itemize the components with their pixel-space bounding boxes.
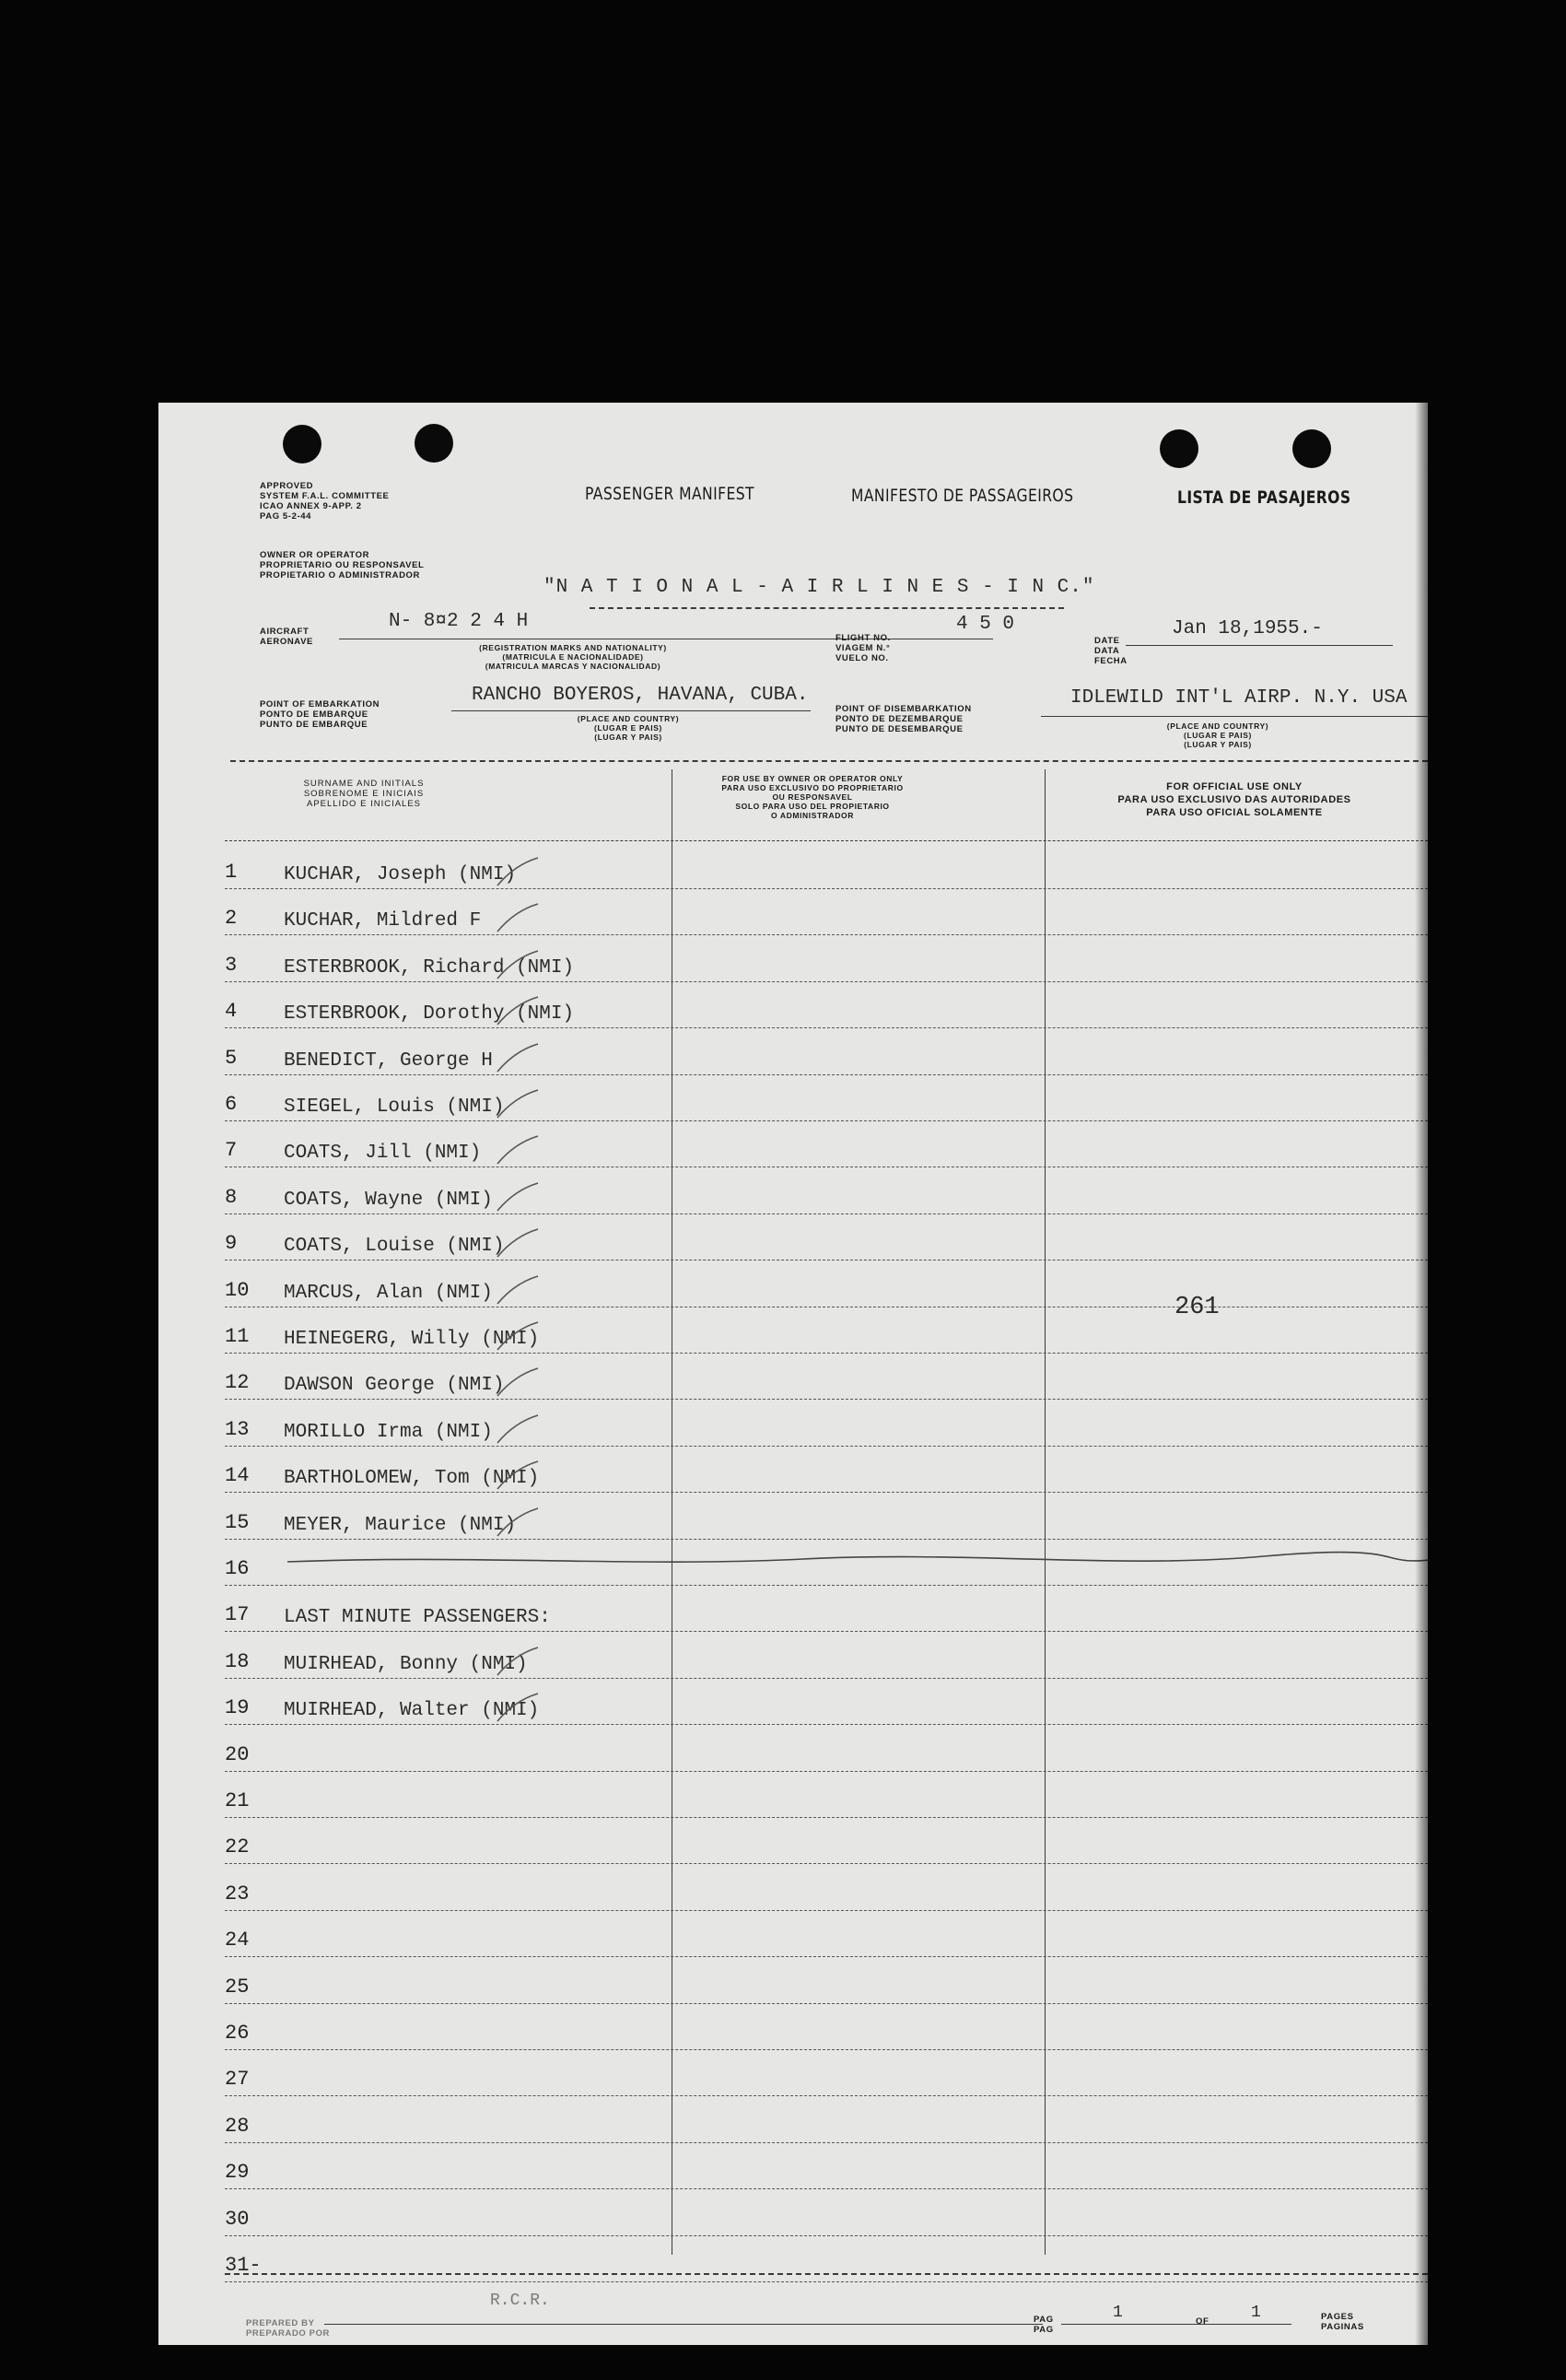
owner-label [260,550,424,580]
row-number: 9 [225,1232,238,1256]
check-mark-icon [494,1274,540,1306]
registration-caption-line: (MATRICULA E NACIONALIDADE) [502,652,644,662]
passenger-name: MUIRHEAD, Bonny (NMI) [284,1653,528,1675]
header-name-line: SURNAME AND INITIALS [303,779,425,789]
of-label: OF [1196,2316,1210,2327]
passenger-name: LAST MINUTE PASSENGERS: [284,1607,551,1629]
check-mark-icon [494,1366,540,1398]
table-top-rule [230,760,1428,762]
prepared-label-line: PREPARED BY [246,2318,315,2328]
header-name-line: SOBRENOME E INICIAIS [303,789,425,799]
table-row [225,1261,1428,1307]
row-number: 25 [225,1975,250,1999]
passenger-name: COATS, Jill (NMI) [284,1143,482,1165]
flight-label-line: FLIGHT NO. [836,633,891,643]
aircraft-label-line: AERONAVE [260,637,313,647]
table-row [225,2190,1428,2236]
prepared-underline [324,2324,1043,2325]
passenger-name: COATS, Wayne (NMI) [284,1189,493,1211]
table-row [225,2143,1428,2189]
aircraft-label [260,627,313,647]
row-number: 18 [225,1649,250,1673]
header-bottom-rule [225,840,1428,841]
owner-label-line: PROPRIETARIO OU RESPONSAVEL [260,560,425,570]
table-row [225,1818,1428,1864]
check-mark-icon [494,1088,540,1120]
table-row [225,1354,1428,1400]
header-owner-use-line: SOLO PARA USO DEL PROPIETARIO [735,802,890,811]
row-number: 11 [225,1325,250,1348]
row-number: 28 [225,2114,250,2138]
disembarkation-label-line: PONTO DE DEZEMBARQUE [836,714,964,724]
punch-hole [1160,429,1198,468]
prepared-value: R.C.R. [490,2292,550,2310]
disembarkation-value: IDLEWILD INT'L AIRP. N.Y. USA [1070,687,1408,709]
table-row [225,1121,1428,1167]
date-value: Jan 18,1955.- [1172,618,1323,639]
table-row [225,1075,1428,1121]
approval-line: PAG 5-2-44 [260,511,311,522]
check-mark-icon [494,1413,540,1445]
header-owner-use-line: OU RESPONSAVEL [772,792,853,802]
row-number: 12 [225,1371,250,1395]
strike-line [287,1545,1428,1573]
row-number: 5 [225,1046,238,1070]
row-number: 16 [225,1557,250,1580]
punch-hole [283,425,321,463]
embarkation-value: RANCHO BOYEROS, HAVANA, CUBA. [472,685,809,706]
owner-label-line: OWNER OR OPERATOR [260,550,370,560]
check-mark-icon [494,995,540,1026]
embarkation-underline [451,710,811,711]
header-official-use-line: PARA USO EXCLUSIVO DAS AUTORIDADES [1117,794,1351,805]
check-mark-icon [494,1227,540,1259]
disembarkation-label-line: PUNTO DE DESEMBARQUE [836,724,964,734]
flight-value: 4 5 0 [956,614,1015,635]
table-row [225,1494,1428,1540]
table-row [225,982,1428,1028]
official-note: 261 [1174,1294,1220,1321]
header-official-use-line: FOR OFFICIAL USE ONLY [1166,781,1303,792]
passenger-name: MEYER, Maurice (NMI) [284,1514,517,1536]
prepared-label-line: PREPARADO POR [246,2328,331,2339]
page-value: 1 [1113,2304,1123,2322]
table-row [225,1447,1428,1493]
check-mark-icon [494,1507,540,1538]
row-number: 29 [225,2161,250,2185]
row-number: 4 [225,1000,238,1024]
passenger-name: ESTERBROOK, Dorothy (NMI) [284,1003,575,1026]
row-number: 20 [225,1742,250,1766]
row-rule [225,2281,1428,2282]
prepared-label [246,2318,330,2339]
header-official-use-line: PARA USO OFICIAL SOLAMENTE [1146,807,1323,818]
row-number: 27 [225,2068,250,2092]
table-row [225,1586,1428,1632]
approval-line: APPROVED [260,481,314,491]
embarkation-label-line: POINT OF EMBARKATION [260,699,380,709]
page-label-line: PAG [1034,2315,1054,2325]
table-row [225,1679,1428,1725]
passenger-name: BARTHOLOMEW, Tom (NMI) [284,1468,540,1490]
page-label [1034,2315,1054,2335]
header-name-column [230,779,497,809]
embarkation-label [260,699,380,730]
punch-hole [415,424,453,463]
header-official-use [1069,780,1400,819]
row-number: 2 [225,907,238,931]
approval-line: SYSTEM F.A.L. COMMITTEE [260,491,390,501]
header-name-line: APELLIDO E INICIALES [306,799,421,809]
row-number: 15 [225,1510,250,1534]
pages-label-line: PAGINAS [1321,2322,1364,2332]
registration-caption-line: (MATRICULA MARCAS Y NACIONALIDAD) [485,662,661,671]
check-mark-icon [494,1320,540,1352]
check-mark-icon [494,1692,540,1723]
table-row [225,1168,1428,1214]
row-number: 6 [225,1093,238,1116]
passenger-name: KUCHAR, Mildred F [284,910,482,932]
aircraft-value: N- 8¤2 2 4 H [389,611,529,632]
footer-top-rule [225,2273,1428,2275]
passenger-name: MORILLO Irma (NMI) [284,1421,493,1443]
disembarkation-caption-line: (LUGAR Y PAIS) [1184,740,1252,749]
table-row [225,1307,1428,1354]
check-mark-icon [494,1646,540,1677]
check-mark-icon [494,1181,540,1213]
table-row [225,1726,1428,1772]
check-mark-icon [494,1134,540,1166]
header-owner-use-line: FOR USE BY OWNER OR OPERATOR ONLY [721,774,904,783]
title-portuguese: MANIFESTO DE PASSAGEIROS [851,486,1074,506]
embarkation-label-line: PUNTO DE EMBARQUE [260,720,368,730]
disembarkation-label [836,704,972,734]
row-number: 30 [225,2207,250,2231]
aircraft-label-line: AIRCRAFT [260,627,310,637]
row-number: 10 [225,1278,250,1302]
table-row [225,1214,1428,1260]
table-row [225,889,1428,935]
passenger-name: DAWSON George (NMI) [284,1375,505,1397]
table-row [225,1958,1428,2004]
title-spanish: LISTA DE PASAJEROS [1177,487,1351,508]
table-row [225,843,1428,889]
check-mark-icon [494,1460,540,1491]
header-owner-use [674,774,951,820]
approval-block [260,481,389,522]
owner-label-line: PROPIETARIO O ADMINISTRADOR [260,570,421,580]
passenger-name: HEINEGERG, Willy (NMI) [284,1329,540,1350]
row-number: 19 [225,1696,250,1720]
row-number: 3 [225,953,238,977]
row-number: 21 [225,1789,250,1812]
title-english: PASSENGER MANIFEST [585,484,754,504]
date-label-line: DATA [1094,646,1120,656]
row-number: 7 [225,1139,238,1163]
manifest-sheet [158,403,1428,2345]
row-number: 8 [225,1185,238,1209]
pages-label-line: PAGES [1321,2312,1354,2322]
table-row [225,2097,1428,2143]
date-label [1094,636,1128,666]
table-row [225,1772,1428,1818]
punch-hole [1292,429,1331,468]
row-number: 13 [225,1417,250,1441]
passenger-name: BENEDICT, George H [284,1049,493,1072]
table-row [225,1911,1428,1957]
check-mark-icon [494,856,540,887]
embarkation-label-line: PONTO DE EMBARQUE [260,709,368,720]
approval-line: ICAO ANNEX 9-APP. 2 [260,501,362,511]
date-label-line: FECHA [1094,656,1128,666]
embarkation-caption-line: (LUGAR E PAIS) [594,723,662,733]
passenger-name: MUIRHEAD, Walter (NMI) [284,1700,540,1722]
header-owner-use-line: O ADMINISTRADOR [771,811,854,820]
registration-caption-line: (REGISTRATION MARKS AND NATIONALITY) [479,643,667,652]
check-mark-icon [494,949,540,980]
row-number: 31- [225,2254,262,2277]
table-row [225,1633,1428,1679]
passenger-name: COATS, Louise (NMI) [284,1236,505,1258]
owner-value: "N A T I O N A L - A I R L I N E S - I N C." [543,577,1095,598]
row-number: 1 [225,861,238,884]
of-value: 1 [1251,2304,1261,2322]
disembarkation-caption-line: (LUGAR E PAIS) [1184,731,1252,740]
passenger-name: ESTERBROOK, Richard (NMI) [284,956,575,979]
table-row [225,1029,1428,1075]
embarkation-caption-line: (PLACE AND COUNTRY) [577,714,680,723]
table-row [225,936,1428,982]
date-underline [1126,645,1393,646]
passenger-name: MARCUS, Alan (NMI) [284,1282,493,1304]
table-row [225,2004,1428,2050]
flight-label [836,633,891,663]
row-number: 24 [225,1929,250,1952]
registration-caption [435,643,711,671]
passenger-name: KUCHAR, Joseph (NMI) [284,864,517,885]
page-underline [1061,2324,1291,2325]
passenger-name: SIEGEL, Louis (NMI) [284,1096,505,1118]
embarkation-caption-line: (LUGAR Y PAIS) [594,733,662,742]
row-number: 26 [225,2022,250,2045]
row-number: 14 [225,1464,250,1488]
disembarkation-underline [1041,716,1428,717]
page-label-line: PAG [1034,2325,1054,2335]
date-label-line: DATE [1094,636,1120,646]
disembarkation-label-line: POINT OF DISEMBARKATION [836,704,972,714]
row-number: 22 [225,1835,250,1859]
row-number: 23 [225,1882,250,1905]
flight-label-line: VUELO NO. [836,653,889,663]
check-mark-icon [494,902,540,933]
header-owner-use-line: PARA USO EXCLUSIVO DO PROPRIETARIO [721,783,904,792]
table-row [225,2050,1428,2096]
pages-label [1321,2312,1364,2332]
check-mark-icon [494,1042,540,1073]
disembarkation-caption-line: (PLACE AND COUNTRY) [1166,721,1269,731]
disembarkation-caption [1116,721,1319,749]
row-number: 17 [225,1603,250,1627]
table-row [225,1865,1428,1911]
owner-underline [590,607,1064,609]
table-row [225,1401,1428,1447]
table-row [225,2236,1428,2282]
embarkation-caption [527,714,730,742]
flight-label-line: VIAGEM N.° [836,643,891,653]
